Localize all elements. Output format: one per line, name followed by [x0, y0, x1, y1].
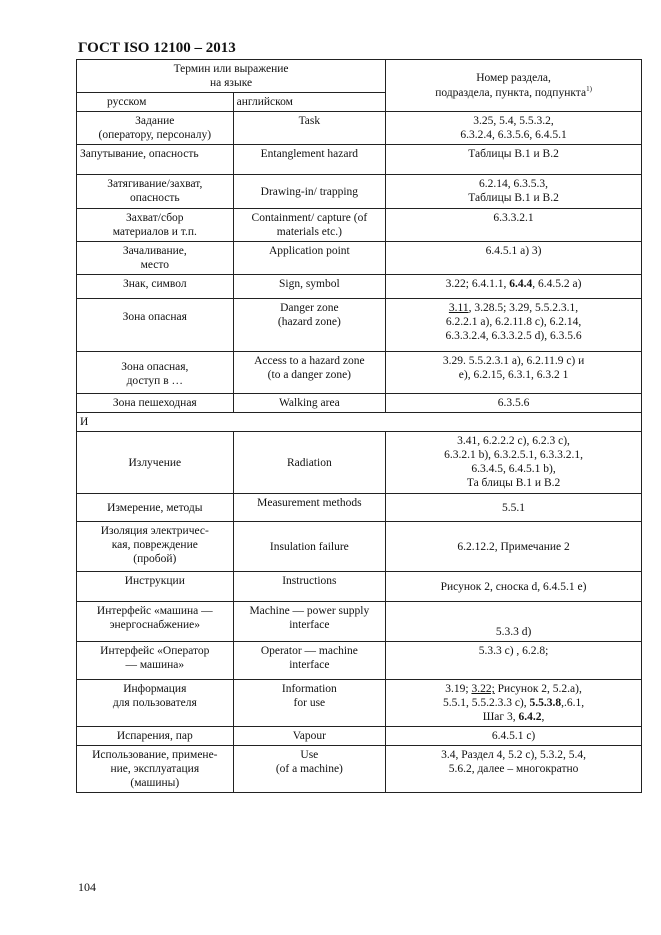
table-row: Интерфейс «Оператор — машина» Operator — machine interface 5.3.3 c) , 6.2.8;: [77, 642, 642, 680]
table-row: Информация для пользователя Information for use 3.19; 3.22; Рисунок 2, 5.2.a), 5.5.1, 5.5.2.3.3 c), 5.5.3.8,.6.1, Шаг 3, 6.4.2,: [77, 680, 642, 727]
table-row: Испарения, пар Vapour 6.4.5.1 c): [77, 727, 642, 746]
header-term-language: Термин или выражение на языке: [77, 60, 386, 93]
table-row: Использование, примене- ние, эксплуатация (машины) Use (of a machine) 3.4, Раздел 4, 5.2 c), 5.3.2, 5.4, 5.6.2, далее – многократно: [77, 746, 642, 793]
header-section-number: Номер раздела, подраздела, пункта, подпункта$^{1)}$: [386, 60, 642, 112]
section-letter: И: [77, 413, 642, 432]
table-row: Зона опасная, доступ в … Access to a hazard zone (to a danger zone) 3.29. 5.5.2.3.1 a), 6.2.11.9 c) и e), 6.2.15, 6.3.1, 6.3.2 1: [77, 352, 642, 394]
section-letter-row: [77, 413, 642, 432]
table-row: Зачаливание, место Application point 6.4.5.1 a) 3): [77, 242, 642, 275]
table-row: Знак, символ Sign, symbol 3.22; 6.4.1.1, 6.4.4, 6.4.5.2 a): [77, 275, 642, 299]
terms-index-table: [76, 59, 642, 793]
table-row: Измерение, методы Measurement methods 5.5.1: [77, 494, 642, 522]
table-row: Излучение Radiation 3.41, 6.2.2.2 c), 6.2.3 c), 6.3.2.1 b), 6.3.2.5.1, 6.3.3.2.1, 6.3.4.5, 6.4.5.1 b), Та блицы В.1 и В.2: [77, 432, 642, 494]
table-row: Запутывание, опасность Entanglement hazard Таблицы В.1 и В.2: [77, 145, 642, 175]
table-row: Инструкции Instructions Рисунок 2, сноска d, 6.4.5.1 e): [77, 572, 642, 602]
table-row: Зона опасная Danger zone (hazard zone) 3.11, 3.28.5; 3.29, 5.5.2.3.1, 6.2.2.1 a), 6.2.11.8 c), 6.2.14, 6.3.3.2.4, 6.3.3.2.5 d), 6.3.5.6: [77, 299, 642, 352]
document-title: ГОСТ ISO 12100 – 2013: [78, 40, 236, 56]
table-row: Интерфейс «машина — энергоснабжение» Machine — power supply interface 5.3.3 d): [77, 602, 642, 642]
table-row: Захват/сбор материалов и т.п. Containment/ capture (of materials etc.) 6.3.3.2.1: [77, 209, 642, 242]
table-row: Затягивание/захват, опасность Drawing-in/ trapping 6.2.14, 6.3.5.3, Таблицы В.1 и В.2: [77, 175, 642, 209]
header-russian: русском: [77, 93, 234, 112]
table-row: Задание (оператору, персоналу) Task 3.25, 5.4, 5.5.3.2, 6.3.2.4, 6.3.5.6, 6.4.5.1: [77, 112, 642, 145]
table-row: Изоляция электричес- кая, повреждение (пробой) Insulation failure 6.2.12.2, Примечание 2: [77, 522, 642, 572]
page-number: 104: [78, 880, 96, 894]
table-row: Зона пешеходная Walking area 6.3.5.6: [77, 394, 642, 413]
header-english: английском: [233, 93, 386, 112]
